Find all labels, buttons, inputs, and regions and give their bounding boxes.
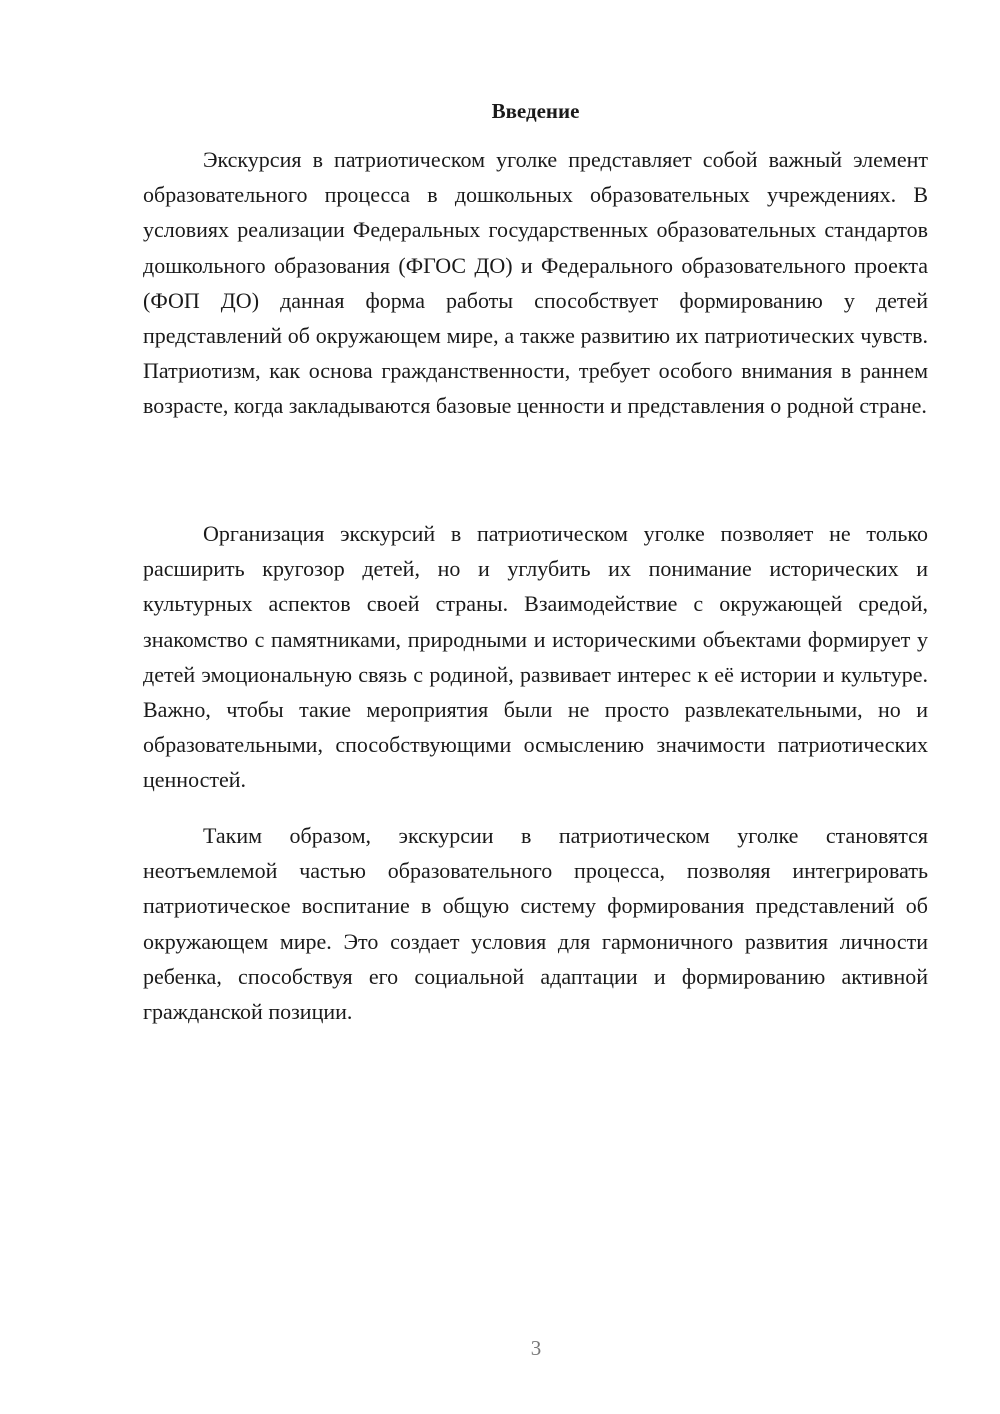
paragraph-2: Организация экскурсий в патриотическом уголке позволяет не только расширить кругозор детей, но и углубить их понимание исторических и культурных аспектов своей страны. Взаимодействие с окружающей средой, знакомство с памятниками, природными и историческими объектами формирует у детей эмоциональную связь с родиной, развивает интерес к её истории и культуре. Важно, чтобы такие мероприятия были не просто развлекательными, но и образовательными, способствующими осмыслению значимости патриотических ценностей.: [143, 521, 928, 793]
page-number: 3: [530, 1336, 542, 1360]
paragraph-1: Экскурсия в патриотическом уголке представляет собой важный элемент образовательного процесса в дошкольных образовательных учреждениях. В условиях реализации Федеральных государственных образовательных стандартов дошкольного образования (ФГОС ДО) и Федерального образовательного проекта (ФОП ДО) данная форма работы способствует формированию у детей представлений об окружающем мире, а также развитию их патриотических чувств. Патриотизм, как основа гражданственности, требует особого внимания в раннем возрасте, когда закладываются базовые ценности и представления о родной стране.: [143, 147, 928, 419]
section-title: Введение: [491, 99, 580, 123]
paragraph-3: Таким образом, экскурсии в патриотическом уголке становятся неотъемлемой частью образовательного процесса, позволяя интегрировать патриотическое воспитание в общую систему формирования представлений об окружающем мире. Это создает условия для гармоничного развития личности ребенка, способствуя его социальной адаптации и формированию активной гражданской позиции.: [143, 823, 928, 1025]
